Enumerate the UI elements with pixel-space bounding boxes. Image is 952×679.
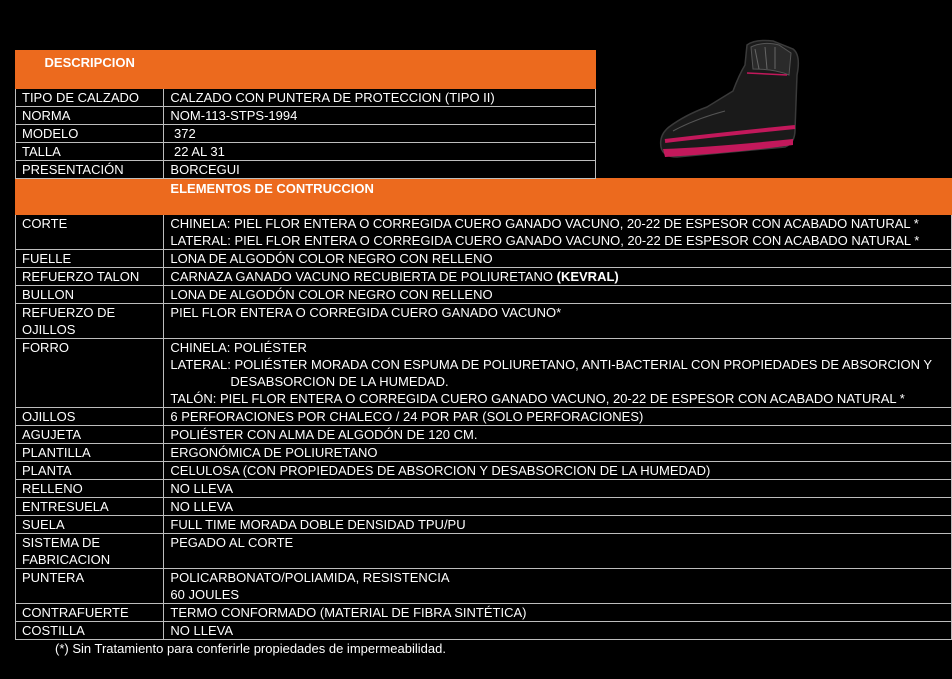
row-label: ENTRESUELA: [16, 498, 164, 516]
table-row: [16, 268, 952, 286]
row-value: PIEL FLOR ENTERA O CORREGIDA CUERO GANADO VACUNO*: [164, 304, 952, 339]
table-row: [16, 143, 952, 161]
row-value: 6 PERFORACIONES POR CHALECO / 24 POR PAR (SOLO PERFORACIONES): [164, 408, 952, 426]
table-row: [16, 444, 952, 462]
corte-line: LATERAL: PIEL FLOR ENTERA O CORREGIDA CUERO GANADO VACUNO, 20-22 DE ESPESOR CON ACABADO NATURAL *: [170, 233, 920, 248]
kevral-text: (KEVRAL): [556, 269, 619, 284]
table-row: [16, 408, 952, 426]
descripcion-header-blank: [164, 51, 596, 89]
row-label: TALLA: [16, 143, 164, 161]
row-value: LONA DE ALGODÓN COLOR NEGRO CON RELLENO: [164, 286, 952, 304]
row-value: TERMO CONFORMADO (MATERIAL DE FIBRA SINTÉTICA): [164, 604, 952, 622]
descripcion-header-row: [16, 51, 952, 89]
table-row: [16, 161, 952, 179]
row-label: CONTRAFUERTE: [16, 604, 164, 622]
row-value: POLIÉSTER CON ALMA DE ALGODÓN DE 120 CM.: [164, 426, 952, 444]
table-row: [16, 286, 952, 304]
forro-line: CHINELA: POLIÉSTER: [170, 340, 307, 355]
table-row: [16, 534, 952, 569]
row-value: CALZADO CON PUNTERA DE PROTECCION (TIPO II): [164, 89, 596, 107]
row-value: FULL TIME MORADA DOBLE DENSIDAD TPU/PU: [164, 516, 952, 534]
row-value: LONA DE ALGODÓN COLOR NEGRO CON RELLENO: [164, 250, 952, 268]
row-label: PUNTERA: [16, 569, 164, 604]
row-label: REFUERZO TALON: [16, 268, 164, 286]
row-label: FORRO: [16, 339, 164, 408]
table-row: [16, 569, 952, 604]
table-row: [16, 250, 952, 268]
row-label: PLANTILLA: [16, 444, 164, 462]
descripcion-header: DESCRIPCION: [16, 51, 164, 89]
row-value: 22 AL 31: [164, 143, 596, 161]
table-row: [16, 604, 952, 622]
table-row: [16, 89, 952, 107]
row-label: SISTEMA DE: [22, 535, 101, 550]
row-label: OJILLOS: [16, 408, 164, 426]
row-value: CARNAZA GANADO VACUNO RECUBIERTA DE POLIURETANO: [170, 269, 557, 284]
row-label: FUELLE: [16, 250, 164, 268]
row-label: COSTILLA: [16, 622, 164, 640]
forro-line: DESABSORCION DE LA HUMEDAD.: [230, 374, 449, 389]
row-label: SUELA: [16, 516, 164, 534]
table-row: [16, 480, 952, 498]
table-row: [16, 215, 952, 250]
row-value: ERGONÓMICA DE POLIURETANO: [164, 444, 952, 462]
row-label: OJILLOS: [22, 322, 76, 337]
footnote: (*) Sin Tratamiento para conferirle propiedades de impermeabilidad.: [55, 641, 446, 656]
puntera-line: 60 JOULES: [170, 587, 240, 602]
elementos-header-row: [16, 179, 952, 215]
table-row: [16, 125, 952, 143]
spec-table: [15, 50, 952, 640]
row-label: REFUERZO DE: [22, 305, 116, 320]
row-label: TIPO DE CALZADO: [16, 89, 164, 107]
table-row: [16, 462, 952, 480]
row-value: NO LLEVA: [164, 498, 952, 516]
row-value: NO LLEVA: [164, 480, 952, 498]
elementos-header: ELEMENTOS DE CONTRUCCION: [164, 179, 952, 215]
forro-line: TALÓN: PIEL FLOR ENTERA O CORREGIDA CUERO GANADO VACUNO, 20-22 DE ESPESOR CON ACABADO NATURAL *: [170, 391, 905, 406]
row-value: CELULOSA (CON PROPIEDADES DE ABSORCION Y DESABSORCION DE LA HUMEDAD): [164, 462, 952, 480]
table-row: [16, 498, 952, 516]
table-row: [16, 304, 952, 339]
table-row: [16, 516, 952, 534]
forro-line: LATERAL: POLIÉSTER MORADA CON ESPUMA DE POLIURETANO, ANTI-BACTERIAL CON PROPIEDADES DE ABSORCION Y: [170, 357, 933, 372]
table-row: [16, 339, 952, 408]
row-label: CORTE: [16, 215, 164, 250]
row-label: PLANTA: [16, 462, 164, 480]
row-label: NORMA: [16, 107, 164, 125]
row-label: BULLON: [16, 286, 164, 304]
row-value: NOM-113-STPS-1994: [164, 107, 596, 125]
corte-line: CHINELA: PIEL FLOR ENTERA O CORREGIDA CUERO GANADO VACUNO, 20-22 DE ESPESOR CON ACABADO NATURAL *: [170, 216, 919, 231]
elementos-header-blank: [16, 179, 164, 215]
row-label: MODELO: [16, 125, 164, 143]
table-row: [16, 622, 952, 640]
puntera-line: POLICARBONATO/POLIAMIDA, RESISTENCIA: [170, 570, 450, 585]
row-label: RELLENO: [16, 480, 164, 498]
row-value: BORCEGUI: [164, 161, 596, 179]
spec-sheet: [15, 50, 952, 640]
row-label: AGUJETA: [16, 426, 164, 444]
table-row: [16, 107, 952, 125]
row-value: PEGADO AL CORTE: [164, 534, 952, 569]
row-value: NO LLEVA: [164, 622, 952, 640]
row-value: 372: [164, 125, 596, 143]
table-row: [16, 426, 952, 444]
safety-boot-icon: [655, 35, 805, 165]
row-label: FABRICACION: [22, 552, 111, 567]
row-label: PRESENTACIÓN: [16, 161, 164, 179]
